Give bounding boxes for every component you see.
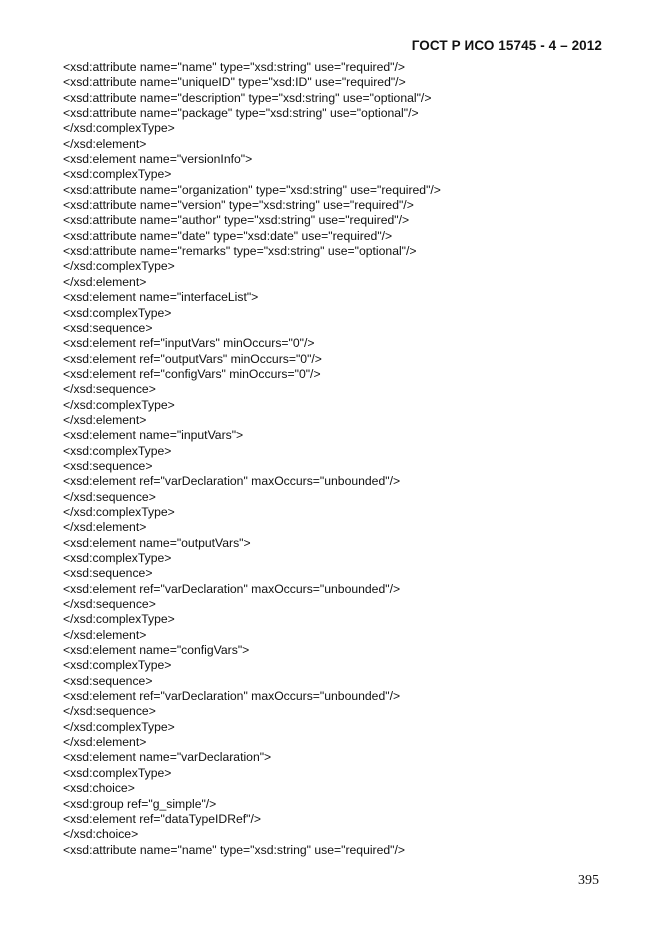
code-line: </xsd:element> [63,520,147,535]
code-line: </xsd:element> [63,735,147,750]
code-line: <xsd:sequence> [63,458,153,473]
code-line: <xsd:sequence> [63,673,153,688]
code-line: <xsd:element ref="configVars" minOccurs="0"/> [63,366,321,381]
code-line: <xsd:element name="varDeclaration"> [63,750,272,765]
code-line: <xsd:element ref="dataTypeIDRef"/> [63,811,262,826]
code-line: </xsd:element> [63,412,147,427]
page-number: 395 [578,873,599,888]
code-line: </xsd:complexType> [63,719,175,734]
code-line: <xsd:complexType> [63,167,172,182]
code-line: <xsd:element ref="outputVars" minOccurs="0"/> [63,351,322,366]
code-line: <xsd:attribute name="author" type="xsd:string" use="required"/> [63,213,410,228]
code-line: <xsd:element ref="varDeclaration" maxOccurs="unbounded"/> [63,689,401,704]
code-line: <xsd:attribute name="description" type="xsd:string" use="optional"/> [63,90,432,105]
code-line: </xsd:complexType> [63,121,175,136]
code-line: </xsd:complexType> [63,504,175,519]
code-line: <xsd:element ref="inputVars" minOccurs="0"/> [63,336,315,351]
code-line: <xsd:element name="interfaceList"> [63,290,259,305]
code-line: <xsd:element name="inputVars"> [63,428,244,443]
code-line: <xsd:element name="versionInfo"> [63,152,253,167]
code-line: </xsd:complexType> [63,259,175,274]
code-line: <xsd:attribute name="version" type="xsd:string" use="required"/> [63,198,414,213]
code-line: <xsd:attribute name="package" type="xsd:string" use="optional"/> [63,106,419,121]
code-line: </xsd:sequence> [63,704,156,719]
code-line: <xsd:sequence> [63,320,153,335]
code-line: <xsd:attribute name="name" type="xsd:string" use="required"/> [63,60,406,74]
code-line: <xsd:choice> [63,781,135,796]
code-line: </xsd:sequence> [63,382,156,397]
code-line: <xsd:sequence> [63,566,153,581]
code-line: </xsd:element> [63,274,147,289]
code-line: <xsd:attribute name="name" type="xsd:string" use="required"/> [63,842,406,857]
code-line: <xsd:complexType> [63,443,172,458]
code-line: <xsd:group ref="g_simple"/> [63,796,217,811]
xsd-code-listing [63,60,441,858]
code-line: <xsd:element name="configVars"> [63,643,250,658]
code-line: <xsd:complexType> [63,305,172,320]
code-line: </xsd:complexType> [63,397,175,412]
code-line: <xsd:attribute name="date" type="xsd:date" use="required"/> [63,228,393,243]
code-line: <xsd:complexType> [63,658,172,673]
code-line: <xsd:element name="outputVars"> [63,535,251,550]
code-line: <xsd:attribute name="uniqueID" type="xsd:ID" use="required"/> [63,75,406,90]
code-line: <xsd:attribute name="organization" type="xsd:string" use="required"/> [63,182,441,197]
document-header: ГОСТ Р ИСО 15745 - 4 – 2012 [411,38,602,53]
code-line: </xsd:sequence> [63,489,156,504]
code-line: <xsd:complexType> [63,765,172,780]
code-line: </xsd:sequence> [63,597,156,612]
code-line: </xsd:choice> [63,827,139,842]
code-line: <xsd:element ref="varDeclaration" maxOccurs="unbounded"/> [63,474,401,489]
code-line: </xsd:complexType> [63,612,175,627]
code-line: <xsd:attribute name="remarks" type="xsd:string" use="optional"/> [63,244,417,259]
code-line: <xsd:element ref="varDeclaration" maxOccurs="unbounded"/> [63,581,401,596]
code-line: </xsd:element> [63,136,147,151]
code-line: </xsd:element> [63,627,147,642]
code-line: <xsd:complexType> [63,551,172,565]
